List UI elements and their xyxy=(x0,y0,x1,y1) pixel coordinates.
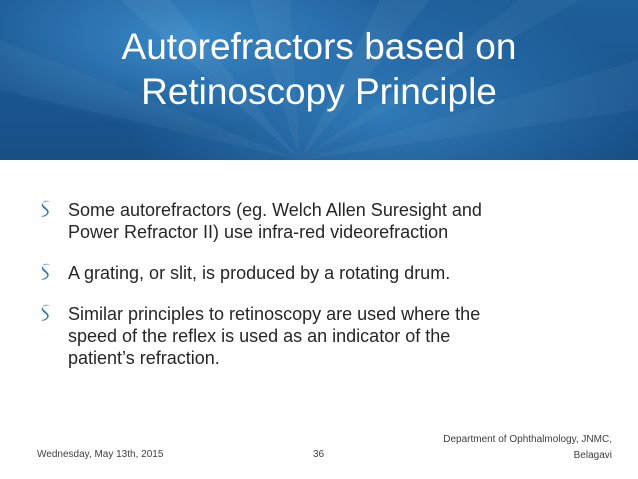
s-swash-icon xyxy=(40,303,68,323)
slide-title-line-2: Retinoscopy Principle xyxy=(141,71,497,112)
footer-department xyxy=(392,432,612,464)
s-swash-icon xyxy=(40,199,68,219)
bullet-line: Similar principles to retinoscopy are used where the xyxy=(68,304,481,324)
footer-date: Wednesday, May 13th, 2015 xyxy=(37,449,164,460)
bullet-item xyxy=(40,199,600,243)
bullet-line: A grating, or slit, is produced by a rotating drum. xyxy=(68,263,451,283)
s-swash-icon xyxy=(40,262,68,282)
bullet-text xyxy=(68,262,450,284)
bullet-line: Some autorefractors (eg. Welch Allen Suresight and xyxy=(68,200,482,220)
footer-department-line: Belagavi xyxy=(573,450,612,461)
bullet-text xyxy=(68,303,480,369)
bullet-line: Power Refractor II) use infra-red videorefraction xyxy=(68,222,449,242)
slide-title-line-1: Autorefractors based on xyxy=(121,26,517,67)
bullet-item xyxy=(40,262,600,284)
page-number: 36 xyxy=(313,449,325,460)
slide-title xyxy=(0,24,638,114)
bullet-line: patient’s refraction. xyxy=(68,348,220,368)
bullet-list xyxy=(40,199,600,388)
footer-department-line: Department of Ophthalmology, JNMC, xyxy=(443,434,612,445)
bullet-text xyxy=(68,199,482,243)
bullet-line: speed of the reflex is used as an indicator of the xyxy=(68,326,451,346)
title-banner xyxy=(0,0,638,160)
bullet-item xyxy=(40,303,600,369)
